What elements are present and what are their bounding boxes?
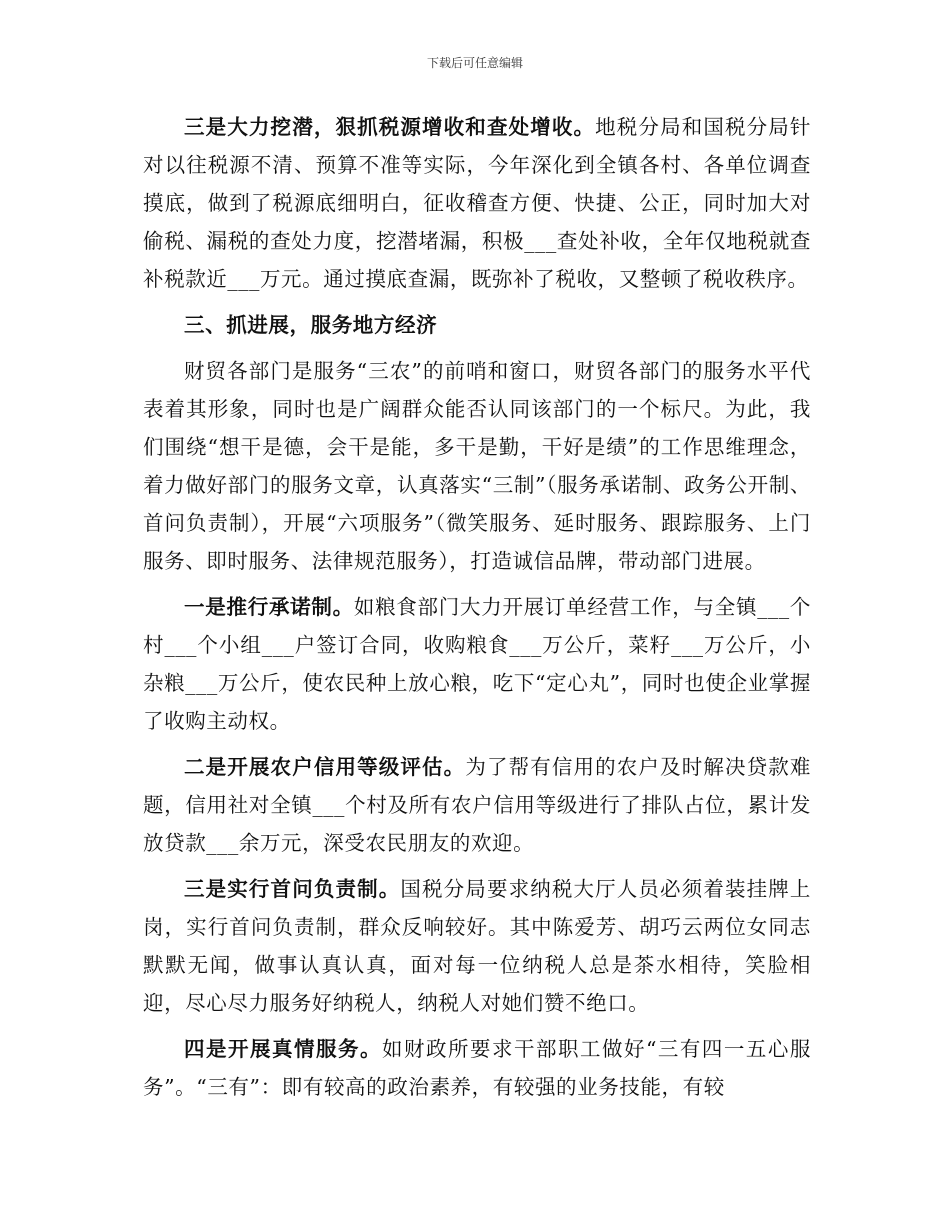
paragraph-lead: 三是大力挖潜，狠抓税源增收和查处增收。 (184, 115, 596, 139)
paragraph-text: 财贸各部门是服务“三农”的前哨和窗口，财贸各部门的服务水平代表着其形象，同时也是广阔群众能否认同该部门的一个标尺。为此，我们围绕“想干是德，会干是能，多干是勤，干好是绩”的工作思维理念，着力做好部门的服务文章，认真落实“三制”（服务承诺制、政务公开制、首问负责制），开展“六项服务”（微笑服务、延时服务、跟踪服务、上门服务、即时服务、法律规范服务），打造诚信品牌，带动部门进展。 (143, 359, 811, 573)
paragraph-text: 如财政所要求干部职工做好“三有四一五心服务”。“三有”：即有较高的政治素养，有较强的业务技能，有较 (143, 1037, 812, 1099)
paragraph-sincere-service (143, 1030, 811, 1106)
paragraph-lead: 三是实行首问负责制。 (184, 877, 401, 901)
paragraph-tax-source (143, 108, 811, 298)
paragraph-service-intro (143, 352, 811, 580)
paragraph-text: 为了帮有信用的农户及时解决贷款难题，信用社对全镇___个村及所有农户信用等级进行了排队占位，累计发放贷款___余万元，深受农民朋友的欢迎。 (143, 755, 811, 855)
paragraph-lead: 二是开展农户信用等级评估。 (184, 755, 466, 779)
paragraph-credit-rating (143, 748, 811, 862)
paragraph-text: 国税分局要求纳税大厅人员必须着装挂牌上岗，实行首问负责制，群众反响较好。其中陈爱芳、胡巧云两位女同志默默无闻，做事认真认真，面对每一位纳税人总是茶水相待，笑脸相迎，尽心尽力服务好纳税人，纳税人对她们赞不绝口。 (143, 877, 811, 1015)
paragraph-lead: 四是开展真情服务。 (184, 1037, 382, 1061)
paragraph-first-inquiry (143, 870, 811, 1022)
document-body (143, 108, 811, 1114)
paragraph-text: 如粮食部门大力开展订单经营工作，与全镇___个村___个小组___户签订合同，收购粮食___万公斤，菜籽___万公斤，小杂粮___万公斤，使农民种上放心粮，吃下“定心丸”，同时也使企业掌握了收购主动权。 (143, 595, 811, 733)
section-heading: 三、抓进展，服务地方经济 (184, 313, 438, 337)
page-header: 下载后可任意编辑 (426, 56, 523, 70)
paragraph-text: 地税分局和国税分局针对以往税源不清、预算不准等实际，今年深化到全镇各村、各单位调查摸底，做到了税源底细明白，征收稽查方便、快捷、公正，同时加大对偷税、漏税的查处力度，挖潜堵漏，积极___查处补收，全年仅地税就查补税款近___万元。通过摸底查漏，既弥补了税收，又整顿了税收秩序。 (143, 115, 812, 291)
paragraph-lead: 一是推行承诺制。 (184, 595, 354, 619)
paragraph-commitment (143, 588, 811, 740)
